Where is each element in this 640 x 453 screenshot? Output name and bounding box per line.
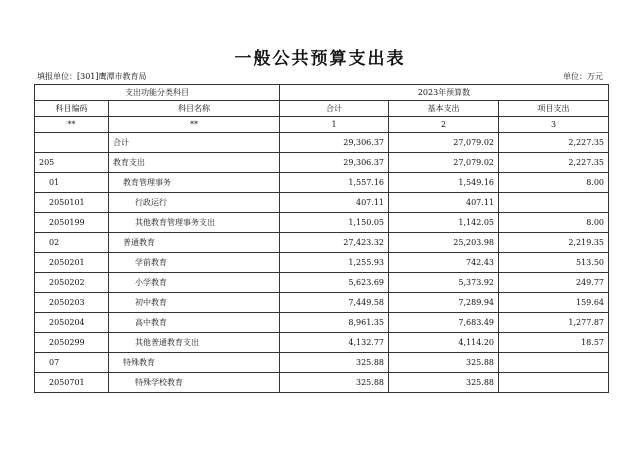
row-code: 2050201 bbox=[35, 253, 109, 273]
row-name: 高中教育 bbox=[109, 313, 280, 333]
header-column-row bbox=[35, 101, 609, 117]
row-project: 2,227.35 bbox=[499, 153, 609, 173]
row-name: 学前教育 bbox=[109, 253, 280, 273]
row-total: 325.88 bbox=[280, 373, 389, 393]
row-total: 7,449.58 bbox=[280, 293, 389, 313]
row-project: 18.57 bbox=[499, 333, 609, 353]
row-project: 513.50 bbox=[499, 253, 609, 273]
row-code: 2050204 bbox=[35, 313, 109, 333]
row-project: 2,227.35 bbox=[499, 133, 609, 153]
row-basic: 27,079.02 bbox=[389, 153, 499, 173]
row-project: 1,277.87 bbox=[499, 313, 609, 333]
currency-unit: 单位：万元 bbox=[563, 72, 603, 81]
table-row bbox=[35, 373, 609, 393]
table-row bbox=[35, 353, 609, 373]
row-total: 8,961.35 bbox=[280, 313, 389, 333]
table-row bbox=[35, 153, 609, 173]
row-total: 27,423.32 bbox=[280, 233, 389, 253]
row-code: 01 bbox=[35, 173, 109, 193]
header-code: 科目编码 bbox=[35, 101, 109, 117]
reporting-unit: 填报单位：[301]鹰潭市教育局 bbox=[37, 72, 147, 81]
table-row bbox=[35, 293, 609, 313]
row-code: 2050202 bbox=[35, 273, 109, 293]
table-row bbox=[35, 333, 609, 353]
row-name: 特殊教育 bbox=[109, 353, 280, 373]
row-project: 8.00 bbox=[499, 213, 609, 233]
row-basic: 1,549.16 bbox=[389, 173, 499, 193]
budget-table bbox=[34, 84, 609, 393]
row-name: 其他普通教育支出 bbox=[109, 333, 280, 353]
row-total: 1,557.16 bbox=[280, 173, 389, 193]
row-code: 02 bbox=[35, 233, 109, 253]
table-row bbox=[35, 213, 609, 233]
index-project: 3 bbox=[499, 117, 609, 133]
row-basic: 407.11 bbox=[389, 193, 499, 213]
row-code: 07 bbox=[35, 353, 109, 373]
row-basic: 1,142.05 bbox=[389, 213, 499, 233]
table-row bbox=[35, 313, 609, 333]
index-code: ** bbox=[35, 117, 109, 133]
row-project: 249.77 bbox=[499, 273, 609, 293]
table-row bbox=[35, 193, 609, 213]
row-project bbox=[499, 193, 609, 213]
row-basic: 742.43 bbox=[389, 253, 499, 273]
row-basic: 5,373.92 bbox=[389, 273, 499, 293]
row-name: 合计 bbox=[109, 133, 280, 153]
row-code: 2050199 bbox=[35, 213, 109, 233]
row-project: 2,219.35 bbox=[499, 233, 609, 253]
row-name: 初中教育 bbox=[109, 293, 280, 313]
row-basic: 325.88 bbox=[389, 373, 499, 393]
row-basic: 27,079.02 bbox=[389, 133, 499, 153]
header-name: 科目名称 bbox=[109, 101, 280, 117]
row-total: 5,623.69 bbox=[280, 273, 389, 293]
table-row bbox=[35, 173, 609, 193]
page-title: 一般公共预算支出表 bbox=[234, 49, 406, 69]
row-project bbox=[499, 353, 609, 373]
row-name: 小学教育 bbox=[109, 273, 280, 293]
row-code: 2050203 bbox=[35, 293, 109, 313]
header-function-category: 支出功能分类科目 bbox=[35, 85, 280, 101]
row-code: 2050299 bbox=[35, 333, 109, 353]
row-name: 特殊学校教育 bbox=[109, 373, 280, 393]
table-row bbox=[35, 233, 609, 253]
header-group-row bbox=[35, 85, 609, 101]
index-name: ** bbox=[109, 117, 280, 133]
row-total: 4,132.77 bbox=[280, 333, 389, 353]
table-row bbox=[35, 133, 609, 153]
row-basic: 7,289.94 bbox=[389, 293, 499, 313]
index-row bbox=[35, 117, 609, 133]
row-code bbox=[35, 133, 109, 153]
row-basic: 7,683.49 bbox=[389, 313, 499, 333]
row-total: 29,306.37 bbox=[280, 153, 389, 173]
header-budget-year: 2023年预算数 bbox=[280, 85, 609, 101]
row-project: 159.64 bbox=[499, 293, 609, 313]
header-project: 项目支出 bbox=[499, 101, 609, 117]
row-total: 407.11 bbox=[280, 193, 389, 213]
index-basic: 2 bbox=[389, 117, 499, 133]
row-total: 29,306.37 bbox=[280, 133, 389, 153]
table-row bbox=[35, 273, 609, 293]
header-total: 合计 bbox=[280, 101, 389, 117]
row-project: 8.00 bbox=[499, 173, 609, 193]
row-name: 教育管理事务 bbox=[109, 173, 280, 193]
row-project bbox=[499, 373, 609, 393]
row-total: 1,150.05 bbox=[280, 213, 389, 233]
row-name: 其他教育管理事务支出 bbox=[109, 213, 280, 233]
table-row bbox=[35, 253, 609, 273]
row-code: 205 bbox=[35, 153, 109, 173]
row-basic: 325.88 bbox=[389, 353, 499, 373]
row-name: 教育支出 bbox=[109, 153, 280, 173]
row-code: 2050101 bbox=[35, 193, 109, 213]
row-total: 325.88 bbox=[280, 353, 389, 373]
row-total: 1,255.93 bbox=[280, 253, 389, 273]
row-name: 普通教育 bbox=[109, 233, 280, 253]
row-basic: 25,203.98 bbox=[389, 233, 499, 253]
row-basic: 4,114.20 bbox=[389, 333, 499, 353]
row-name: 行政运行 bbox=[109, 193, 280, 213]
row-code: 2050701 bbox=[35, 373, 109, 393]
index-total: 1 bbox=[280, 117, 389, 133]
header-basic: 基本支出 bbox=[389, 101, 499, 117]
